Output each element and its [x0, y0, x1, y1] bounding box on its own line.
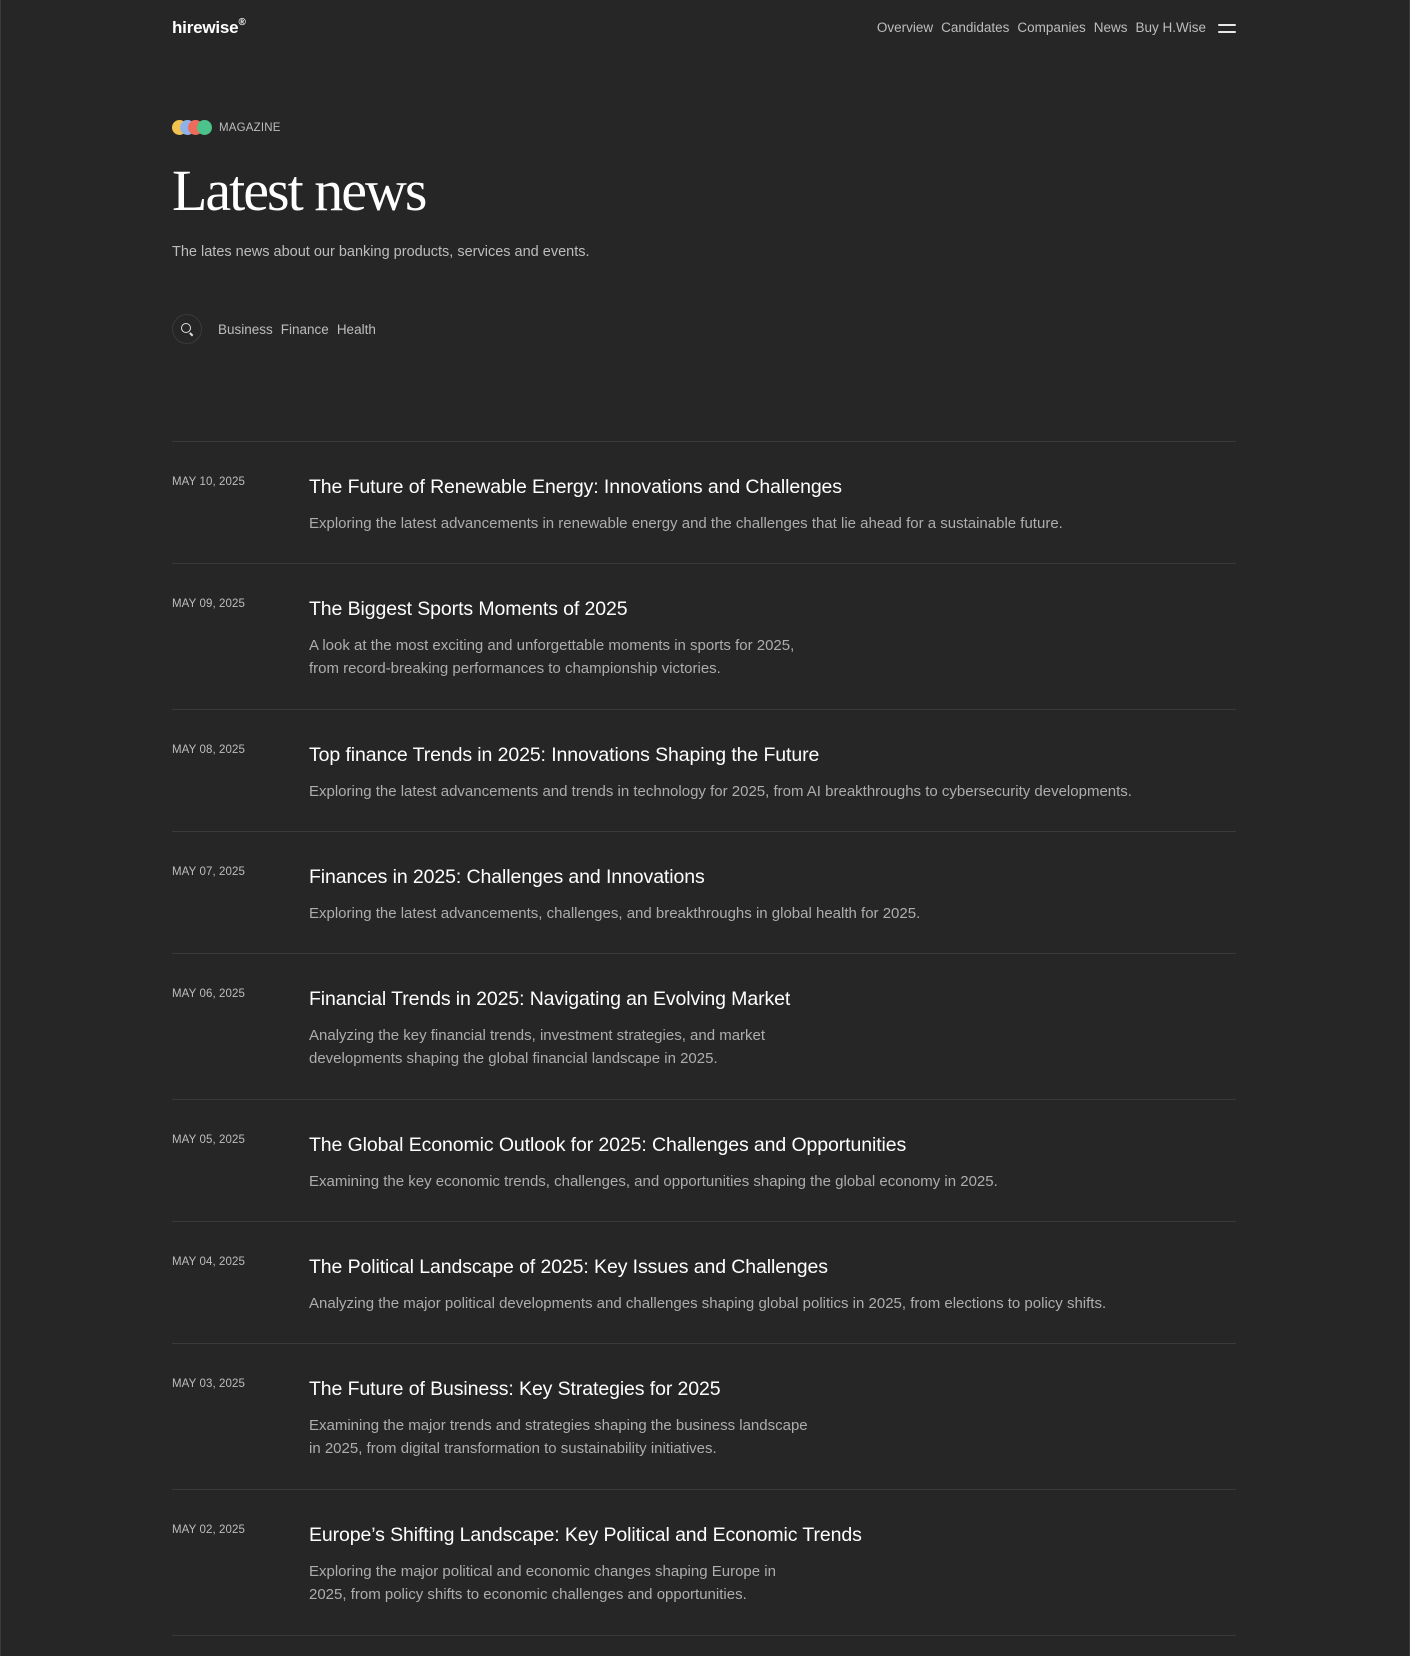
- news-title[interactable]: Finances in 2025: Challenges and Innovations: [309, 866, 705, 888]
- news-description: Examining the key economic trends, challenges, and opportunities shaping the global economy in 2025.: [309, 1173, 998, 1190]
- search-icon: [180, 322, 194, 336]
- news-item[interactable]: [172, 831, 1236, 953]
- magazine-eyebrow: [172, 120, 281, 135]
- news-date: MAY 06, 2025: [172, 988, 246, 1000]
- hamburger-menu-icon[interactable]: [1218, 22, 1236, 34]
- filter-tag-health[interactable]: Health: [336, 321, 376, 337]
- news-date: MAY 03, 2025: [172, 1378, 246, 1390]
- main-nav: [869, 20, 1236, 35]
- news-title[interactable]: The Future of Business: Key Strategies for 2025: [309, 1378, 721, 1400]
- news-item[interactable]: [172, 953, 1236, 1099]
- nav-link-news[interactable]: News: [1093, 20, 1128, 35]
- news-date: MAY 07, 2025: [172, 866, 246, 878]
- news-title[interactable]: The Biggest Sports Moments of 2025: [309, 598, 628, 620]
- news-title[interactable]: The Political Landscape of 2025: Key Issues and Challenges: [309, 1256, 828, 1278]
- site-header: [172, 16, 1236, 40]
- news-title[interactable]: Top finance Trends in 2025: Innovations Shaping the Future: [309, 744, 820, 766]
- news-item[interactable]: [172, 441, 1236, 563]
- search-button[interactable]: [172, 314, 202, 344]
- filter-tag-finance[interactable]: Finance: [280, 321, 329, 337]
- nav-link-companies[interactable]: Companies: [1017, 20, 1086, 35]
- news-title[interactable]: The Future of Renewable Energy: Innovations and Challenges: [309, 476, 842, 498]
- news-date: MAY 02, 2025: [172, 1524, 246, 1536]
- news-description: A look at the most exciting and unforgettable moments in sports for 2025, from record-breaking performances to championship victories.: [309, 637, 795, 677]
- filter-bar: [172, 314, 376, 344]
- news-description: Exploring the major political and economic changes shaping Europe in 2025, from policy shifts to economic challenges and opportunities.: [309, 1563, 776, 1603]
- news-title[interactable]: The Global Economic Outlook for 2025: Challenges and Opportunities: [309, 1134, 907, 1156]
- news-item[interactable]: [172, 1343, 1236, 1489]
- eyebrow-label: MAGAZINE: [219, 121, 281, 134]
- news-title[interactable]: Financial Trends in 2025: Navigating an Evolving Market: [309, 988, 791, 1010]
- news-date: MAY 08, 2025: [172, 744, 246, 756]
- nav-link-overview[interactable]: Overview: [876, 20, 934, 35]
- menu-bar: [1218, 31, 1236, 33]
- news-item[interactable]: [172, 1099, 1236, 1221]
- filter-tag-business[interactable]: Business: [218, 321, 273, 337]
- news-title[interactable]: Europe’s Shifting Landscape: Key Political and Economic Trends: [309, 1524, 862, 1546]
- news-description: Analyzing the key financial trends, investment strategies, and market developments shaping the global financial landscape in 2025.: [309, 1027, 766, 1067]
- news-description: Analyzing the major political developments and challenges shaping global politics in 2025, from elections to policy shifts.: [309, 1295, 1107, 1312]
- dot-green: [197, 120, 212, 135]
- news-list: [172, 441, 1236, 1636]
- logo[interactable]: [172, 18, 246, 38]
- list-divider: [172, 1635, 1236, 1636]
- page-edge-left: [0, 0, 1, 1656]
- news-item[interactable]: [172, 563, 1236, 709]
- news-description: Examining the major trends and strategies shaping the business landscape in 2025, from digital transformation to sustainability initiatives.: [309, 1417, 808, 1457]
- logo-text: hirewise: [172, 18, 239, 37]
- nav-link-candidates[interactable]: Candidates: [941, 20, 1010, 35]
- page-subtitle: The lates news about our banking products, services and events.: [172, 244, 590, 260]
- news-description: Exploring the latest advancements, challenges, and breakthroughs in global health for 2025.: [309, 905, 921, 922]
- news-date: MAY 10, 2025: [172, 476, 246, 488]
- page-title: Latest news: [172, 158, 426, 223]
- news-item[interactable]: [172, 709, 1236, 831]
- news-description: Exploring the latest advancements in renewable energy and the challenges that lie ahead for a sustainable future.: [309, 515, 1063, 532]
- nav-link-buy[interactable]: Buy H.Wise: [1135, 20, 1206, 35]
- color-dots-icon: [172, 120, 212, 135]
- news-date: MAY 09, 2025: [172, 598, 246, 610]
- news-date: MAY 04, 2025: [172, 1256, 246, 1268]
- news-item[interactable]: [172, 1221, 1236, 1343]
- news-date: MAY 05, 2025: [172, 1134, 246, 1146]
- logo-registered-mark: ®: [238, 17, 246, 28]
- menu-bar: [1218, 24, 1236, 26]
- news-item[interactable]: [172, 1489, 1236, 1635]
- news-description: Exploring the latest advancements and trends in technology for 2025, from AI breakthroughs to cybersecurity developments.: [309, 783, 1132, 800]
